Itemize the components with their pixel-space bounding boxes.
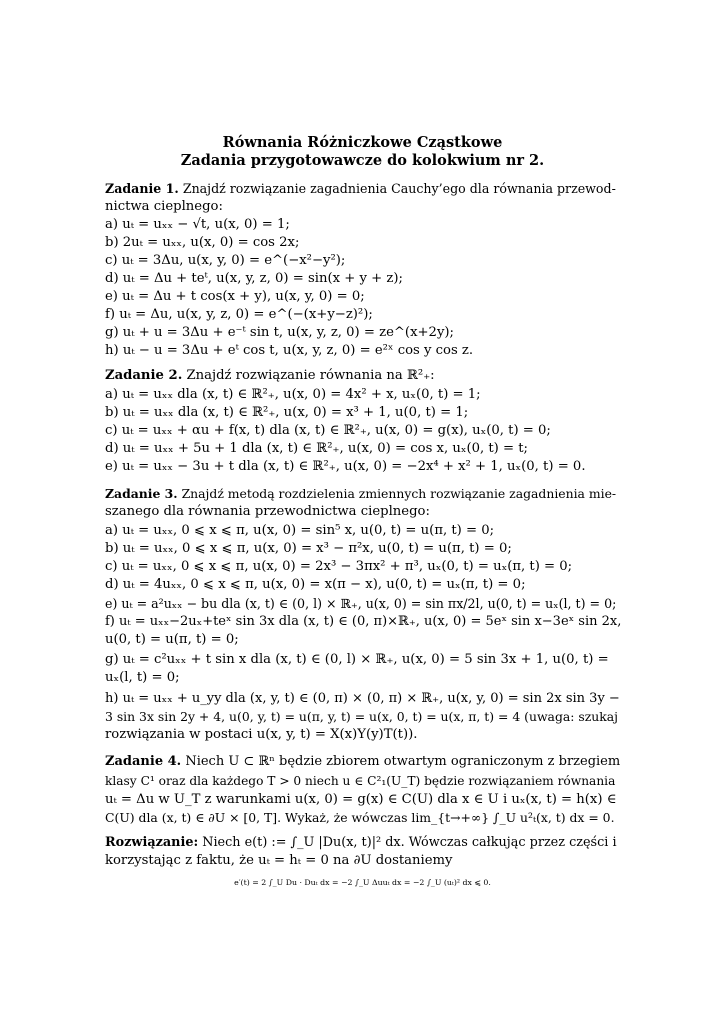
task3-intro: Zadanie 3. Znajdź metodą rozdzielenia zmiennych rozwiązanie zagadnienia mie- bbox=[105, 486, 617, 501]
task4-line: C(U) dla (x, t) ∈ ∂U × [0, T]. Wykaż, że wówczas lim_{t→+∞} ∫_U u²ₜ(x, t) dx = 0. bbox=[105, 810, 615, 825]
task3-item: c) uₜ = uₓₓ, 0 ⩽ x ⩽ π, u(x, 0) = 2x³ − 3πx² + π³, uₓ(0, t) = uₓ(π, t) = 0; bbox=[105, 559, 573, 574]
task2-item: a) uₜ = uₓₓ dla (x, t) ∈ ℝ²₊, u(x, 0) = 4x² + x, uₓ(0, t) = 1; bbox=[105, 387, 481, 402]
task1-heading: Zadanie 1. bbox=[105, 181, 179, 196]
task2-item: e) uₜ = uₓₓ − 3u + t dla (x, t) ∈ ℝ²₊, u(x, 0) = −2x⁴ + x² + 1, uₓ(0, t) = 0. bbox=[105, 459, 586, 474]
task3-item: a) uₜ = uₓₓ, 0 ⩽ x ⩽ π, u(x, 0) = sin⁵ x, u(0, t) = u(π, t) = 0; bbox=[105, 523, 495, 538]
document-title: Równania Różniczkowe Cząstkowe bbox=[222, 134, 503, 151]
task3-item: h) uₜ = uₓₓ + u_yy dla (x, y, t) ∈ (0, π) × (0, π) × ℝ₊, u(x, y, 0) = sin 2x sin 3y − bbox=[105, 691, 620, 706]
document-subtitle: Zadania przygotowawcze do kolokwium nr 2. bbox=[180, 152, 545, 169]
solution-line: korzystając z faktu, że uₜ = hₜ = 0 na ∂U dostaniemy bbox=[105, 853, 453, 868]
task1-item: e) uₜ = Δu + t cos(x + y), u(x, y, 0) = 0; bbox=[105, 289, 365, 304]
task3-heading: Zadanie 3. bbox=[105, 486, 178, 501]
task4-heading: Zadanie 4. bbox=[105, 754, 182, 769]
task4-line: klasy C¹ oraz dla każdego T > 0 niech u ∈ C²₁(U_T) będzie rozwiązaniem równania bbox=[105, 774, 616, 788]
task2-heading: Zadanie 2. bbox=[105, 368, 183, 383]
task2-item: d) uₜ = uₓₓ + 5u + 1 dla (x, t) ∈ ℝ²₊, u(x, 0) = cos x, uₓ(0, t) = t; bbox=[105, 441, 528, 456]
task1-intro-cont: nictwa cieplnego: bbox=[105, 199, 223, 214]
task3-item: g) uₜ = c²uₓₓ + t sin x dla (x, t) ∈ (0, l) × ℝ₊, u(x, 0) = 5 sin 3x + 1, u(0, t) = bbox=[105, 652, 609, 667]
task1-item: g) uₜ + u = 3Δu + e⁻ᵗ sin t, u(x, y, z, 0) = ze^(x+2y); bbox=[105, 325, 454, 340]
solution-equation: e′(t) = 2 ∫_U Du · Duₜ dx = −2 ∫_U Δuuₜ dx = −2 ∫_U (uₜ)² dx ⩽ 0. bbox=[234, 878, 491, 887]
task3-item: u(0, t) = u(π, t) = 0; bbox=[105, 632, 239, 647]
task2-item: b) uₜ = uₓₓ dla (x, t) ∈ ℝ²₊, u(x, 0) = x³ + 1, u(0, t) = 1; bbox=[105, 405, 469, 420]
task3-item: d) uₜ = 4uₓₓ, 0 ⩽ x ⩽ π, u(x, 0) = x(π − x), u(0, t) = uₓ(π, t) = 0; bbox=[105, 577, 526, 592]
task1-item: f) uₜ = Δu, u(x, y, z, 0) = e^(−(x+y−z)²); bbox=[105, 307, 373, 322]
task3-item: f) uₜ = uₓₓ−2uₓ+teˣ sin 3x dla (x, t) ∈ (0, π)×ℝ₊, u(x, 0) = 5eˣ sin x−3eˣ sin 2x, bbox=[105, 614, 622, 629]
task1-item: b) 2uₜ = uₓₓ, u(x, 0) = cos 2x; bbox=[105, 235, 300, 250]
task2-item: c) uₜ = uₓₓ + αu + f(x, t) dla (x, t) ∈ ℝ²₊, u(x, 0) = g(x), uₓ(0, t) = 0; bbox=[105, 423, 551, 438]
task4-intro: Zadanie 4. Niech U ⊂ ℝⁿ będzie zbiorem otwartym ograniczonym z brzegiem bbox=[105, 754, 621, 769]
task1-intro: Zadanie 1. Znajdź rozwiązanie zagadnienia Cauchy’ego dla równania przewod- bbox=[105, 181, 616, 196]
task3-item: 3 sin 3x sin 2y + 4, u(0, y, t) = u(π, y, t) = u(x, 0, t) = u(x, π, t) = 4 (uwaga: szukaj bbox=[105, 709, 618, 724]
task1-item: d) uₜ = Δu + teᵗ, u(x, y, z, 0) = sin(x + y + z); bbox=[105, 271, 403, 286]
task3-item: b) uₜ = uₓₓ, 0 ⩽ x ⩽ π, u(x, 0) = x³ − π²x, u(0, t) = u(π, t) = 0; bbox=[105, 541, 512, 556]
task3-item: rozwiązania w postaci u(x, y, t) = X(x)Y(y)T(t)). bbox=[105, 727, 418, 742]
task1-item: h) uₜ − u = 3Δu + eᵗ cos t, u(x, y, z, 0) = e²ˣ cos y cos z. bbox=[105, 343, 474, 358]
solution-intro: Rozwiązanie: Niech e(t) := ∫_U |Du(x, t)|² dx. Wówczas całkując przez części i bbox=[105, 835, 617, 850]
task2-intro: Zadanie 2. Znajdź rozwiązanie równania na ℝ²₊: bbox=[105, 368, 435, 383]
task3-item: e) uₜ = a²uₓₓ − bu dla (x, t) ∈ (0, l) × ℝ₊, u(x, 0) = sin πx/2l, u(0, t) = uₓ(l, t) = 0; bbox=[105, 596, 617, 611]
task1-item: c) uₜ = 3Δu, u(x, y, 0) = e^(−x²−y²); bbox=[105, 253, 346, 268]
task1-item: a) uₜ = uₓₓ − √t, u(x, 0) = 1; bbox=[105, 217, 290, 232]
solution-heading: Rozwiązanie: bbox=[105, 835, 199, 850]
task3-intro-cont: szanego dla równania przewodnictwa cieplnego: bbox=[105, 504, 430, 519]
task3-item: uₓ(l, t) = 0; bbox=[105, 670, 180, 685]
task4-line: uₜ = Δu w U_T z warunkami u(x, 0) = g(x) ∈ C(U) dla x ∈ U i uₓ(x, t) = h(x) ∈ bbox=[105, 792, 617, 807]
